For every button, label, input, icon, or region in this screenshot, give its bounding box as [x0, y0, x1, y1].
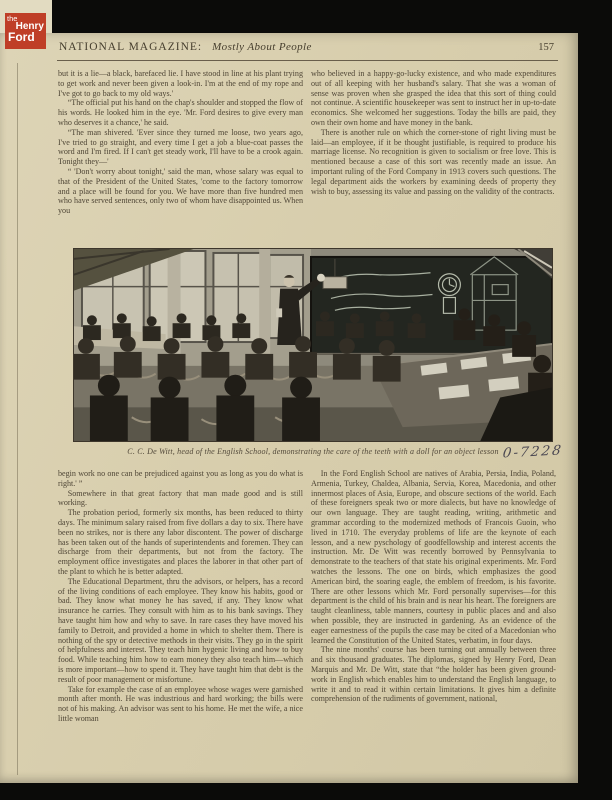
paragraph: There is another rule on which the corner-stone of right living must be laid—an employee, if it be thought justifiable, is required to produce his marriage license. No recognition is given to socialism or free love. This is mentioned because a case of this sort was recently made an issue. An important ruling of the Ford Company in 1913 covers such questions. The legal department aids the workers by examining deeds of property they wish to buy, assessing its value and passing on the validity of the contracts. [311, 127, 556, 196]
doll-prop [317, 274, 325, 282]
classroom-photo-art [74, 249, 552, 441]
top-text-block [58, 69, 556, 248]
paragraph: “The official put his hand on the chap's shoulder and stopped the flow of his words. He looked him in the eye. 'Mr. Ford desires to give every man who deserves it a chance,' he said. [58, 98, 304, 127]
article-bottom-right-column [311, 469, 556, 759]
magazine-subtitle: Mostly About People [212, 41, 312, 53]
paragraph: “The man shivered. 'Ever since they turned me loose, two years ago, I've tried to go straight, and every time I get a job a blue-coat passes the word and I'm fired. If I can't get steady work, I'll have to be a crook again. Tonight they—' [58, 127, 303, 167]
article-bottom-left-column [58, 469, 303, 759]
paragraph: The nine months' course has been turning out annually between three and six thousand graduates. The diplomas, signed by Henry Ford, Dean Marquis and Mr. De Witt, state that “the holder has been given ground-work in English which enables him to understand the English language, to write it and to read it within certain limitations. It gives him a definite comprehension of the rudiments of government, national, [311, 645, 556, 704]
article-top-right-column [311, 69, 556, 248]
paragraph: In the Ford English School are natives of Arabia, Persia, India, Poland, Armenia, Turkey, Chaldea, Albania, Servia, Korea, Macedonia, and other innermost places of Asia, Europe, and obscure sections of the world. Each of these foreigners speak two or more dialects, but have no knowledge of our own language. They are taught reading, writing, arithmetic and grammar according to the modernized methods of Francois Guoin, who lived in 1710. The everyday problems of life are the keynote of each lesson, and a new pyschology of goodfellowship and interest accents the instruction. Mr. De Witt was recently borrowed by Pennsylvania to demonstrate to the teachers of that state his original experiments. Mr. Ford watches the lessons. The one on birds, which emphasizes the good American bird, the soaring eagle, the emblem of freedom, is his favorite. There are other lessons which Mr. Ford personally supervises—for this department is the child of his brain and is near his heart. The foreigners are taught cleanliness, table manners, courtesy in public places and and also when possible, they are instructed in gardening. As an evidence of the eager earnestness of the pupils the case may be cited of a Macedonian who learned the Constitution of the United States, verbatim, in four days. [311, 469, 556, 645]
header-rule [57, 60, 558, 61]
paragraph: The probation period, formerly six months, has been reduced to thirty days. The minimum salary raised from five dollars a day to six. There have been no strikes, nor is there any labor discontent. The power of discharge has been taken out of the hands of superintendents and foremen. They can discharge from their departments, but not from the factory. The employment office investigates and places the laborer in that other part of the plant to which he is better adapted. [58, 508, 303, 576]
paragraph: who believed in a happy-go-lucky existence, and who made expenditures out of all keeping with her husband's salary. That she was a woman of sense was proven when she grasped the idea that this sort of thing could not continue. A scientific housekeeper was sent to instruct her in up-to-date economics. She welcomed her suggestions. Today the bills are paid, they own their own home and have money in the bank. [311, 69, 556, 127]
paragraph: begin work no one can be prejudiced against you as long as you do what is right.' ” [58, 469, 303, 488]
article-top-left-column [58, 69, 303, 248]
paragraph: Take for example the case of an employee whose wages were garnished month after month. He was industrious and hard working; the bills were not of his making. An advisor was sent to his home. He met the wife, a nice little woman [58, 684, 303, 723]
henry-ford-logo [5, 13, 46, 49]
paragraph: The Educational Department, thru the advisors, or helpers, has a record of the living conditions of each employee. They know his habits, good or bad. They know what money he has saved, if any. They know what insurance he carries. They consult with him as to his bank savings. They have taught him how and why to save. In rare cases they have moved his family to Detroit, and provided a home in which to shelter them. There is nothing of the spy or detective methods in their visits. They go in the spirit of helpfulness and interest. They teach him hygenic living and how to buy food. While teaching him how to earn money they also teach him—which is more important—how to spend it. They have taught him that debt is the result of poor management or misfortune. [58, 576, 303, 684]
bottom-text-block [58, 469, 556, 759]
page-number: 157 [538, 42, 554, 53]
paragraph: Somewhere in that great factory that man made good and is still working. [58, 488, 303, 508]
logo-the: the [7, 14, 18, 23]
photo-figure [73, 248, 565, 462]
logo-henry: Henry [15, 20, 44, 32]
handwritten-number: 0-7228 [502, 442, 565, 462]
gutter-line [17, 63, 18, 775]
paragraph: “ 'Don't worry about tonight,' said the man, whose salary was equal to that of the President of the United States, 'come to the factory tomorrow and a place will be found for you. We have more than five hundred men who have served sentences, only two of whom have disappointed us. When you [58, 166, 303, 216]
page-header [59, 41, 554, 53]
window-wall [74, 249, 311, 366]
photo-caption: C. C. De Witt, head of the English School, demonstrating the care of the teeth with a doll for an object lesson [127, 447, 499, 456]
magazine-page [0, 29, 578, 783]
logo-ford: Ford [8, 29, 35, 44]
classroom-photo [73, 248, 553, 442]
paragraph: but it is a lie—a black, barefaced lie. I have stood in line at his plant trying to get work and never been given a look-in. I'm at the end of my rope and I've got to go back to my old ways.' [58, 69, 303, 98]
magazine-title: NATIONAL MAGAZINE: [59, 41, 203, 53]
